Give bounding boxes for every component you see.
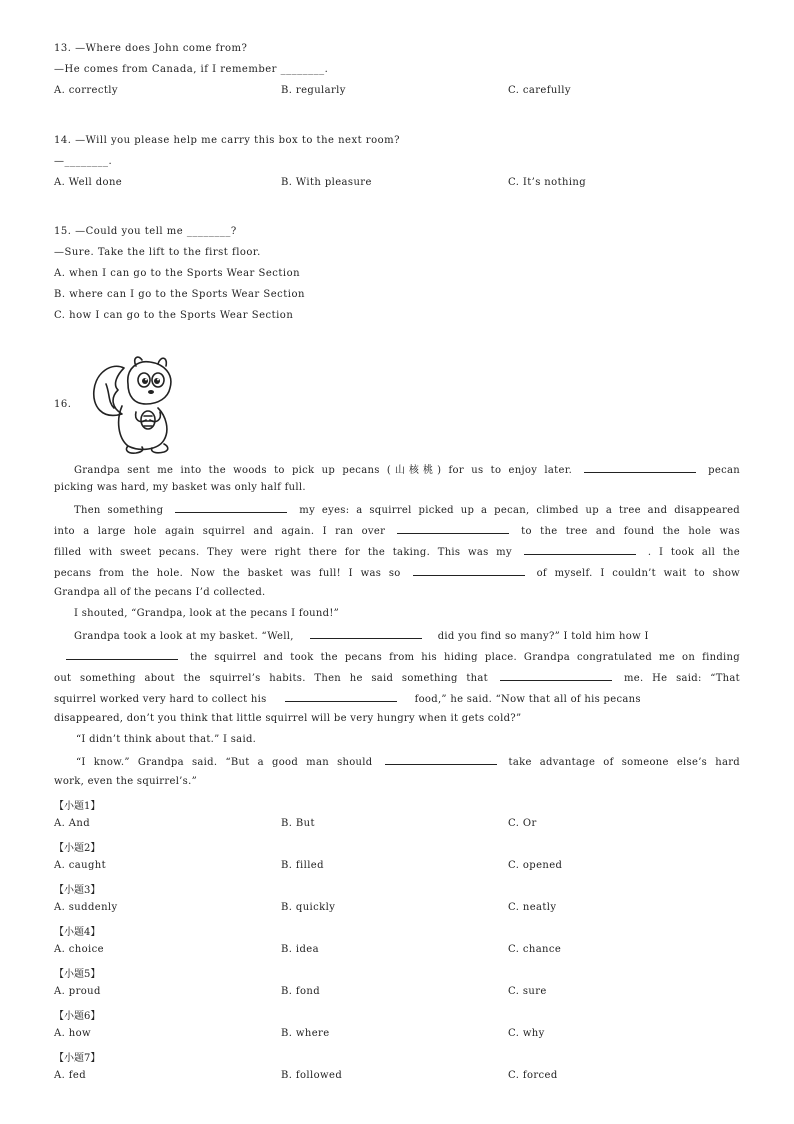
subq5-option-a: A. proud (54, 986, 101, 997)
blank-5 (413, 566, 525, 576)
q15-option-c: C. how I can go to the Sports Wear Section (54, 310, 294, 321)
q13-stem: 13. —Where does John come from? (54, 43, 248, 54)
q14-option-a: A. Well done (54, 177, 123, 188)
passage-line-14: “I didn’t think about that.” I said. (76, 734, 257, 745)
passage-line-1: Grandpa sent me into the woods to pick up pecans (山核桃) for us to enjoy later. pecan (74, 465, 740, 476)
subq1-option-b: B. But (281, 818, 315, 829)
passage-line-9: Grandpa took a look at my basket. “Well, did you find so many?” I told him how I (74, 631, 649, 642)
subq3-label: 【小题3】 (54, 885, 101, 896)
passage-line-2: picking was hard, my basket was only half full. (54, 482, 306, 493)
subq2-label: 【小题2】 (54, 843, 101, 854)
subq6-option-c: C. why (508, 1028, 545, 1039)
subq4-label: 【小题4】 (54, 927, 101, 938)
subq1-option-c: C. Or (508, 818, 537, 829)
subq6-option-a: A. how (54, 1028, 91, 1039)
subq3-option-b: B. quickly (281, 902, 336, 913)
passage-line-16: work, even the squirrel’s.” (54, 776, 197, 787)
subq2-option-c: C. opened (508, 860, 563, 871)
blank-1 (584, 463, 696, 473)
subq6-option-b: B. where (281, 1028, 330, 1039)
subq1-label: 【小题1】 (54, 801, 101, 812)
q14-answer-line: —________. (54, 156, 113, 167)
q15-stem: 15. —Could you tell me ________? (54, 226, 237, 237)
q15-option-b: B. where can I go to the Sports Wear Section (54, 289, 305, 300)
q16-number: 16. (54, 399, 72, 410)
passage-line-13: disappeared, don’t you think that little squirrel will be very hungry when it gets cold?” (54, 713, 522, 724)
blank-9 (285, 692, 397, 702)
q13-option-c: C. carefully (508, 85, 571, 96)
subq4-option-c: C. chance (508, 944, 562, 955)
q14-stem: 14. —Will you please help me carry this box to the next room? (54, 135, 400, 146)
subq1-option-a: A. And (54, 818, 91, 829)
q13-option-b: B. regularly (281, 85, 346, 96)
q15-option-a: A. when I can go to the Sports Wear Section (54, 268, 301, 279)
passage-line-4: into a large hole again squirrel and again. I ran over to the tree and found the hole was (54, 526, 740, 537)
subq5-option-c: C. sure (508, 986, 547, 997)
subq3-option-c: C. neatly (508, 902, 557, 913)
passage-line-10: the squirrel and took the pecans from his hiding place. Grandpa congratulated me on finding (54, 650, 740, 663)
passage-line-3: Then something my eyes: a squirrel picked up a pecan, climbed up a tree and disappeared (74, 505, 740, 516)
subq7-option-c: C. forced (508, 1070, 558, 1081)
subq5-label: 【小题5】 (54, 969, 101, 980)
subq7-option-a: A. fed (54, 1070, 86, 1081)
passage-line-7: Grandpa all of the pecans I’d collected. (54, 587, 266, 598)
subq2-option-a: A. caught (54, 860, 107, 871)
blank-2 (175, 503, 287, 513)
blank-6 (310, 629, 422, 639)
subq6-label: 【小题6】 (54, 1011, 101, 1022)
passage-line-12: squirrel worked very hard to collect his food,” he said. “Now that all of his pecans (54, 694, 641, 705)
blank-3 (397, 524, 509, 534)
blank-7 (66, 650, 178, 660)
passage-line-6: pecans from the hole. Now the basket was full! I was so of myself. I couldn’t wait to show (54, 568, 740, 579)
blank-4 (524, 545, 636, 555)
passage-line-8: I shouted, “Grandpa, look at the pecans I found!” (74, 608, 340, 619)
subq4-option-b: B. idea (281, 944, 319, 955)
q14-option-b: B. With pleasure (281, 177, 372, 188)
subq2-option-b: B. filled (281, 860, 324, 871)
q13-option-a: A. correctly (54, 85, 118, 96)
q15-answer-line: —Sure. Take the lift to the first floor. (54, 247, 261, 258)
passage-line-15: “I know.” Grandpa said. “But a good man should take advantage of someone else’s hard (76, 757, 740, 768)
q14-option-c: C. It’s nothing (508, 177, 587, 188)
subq3-option-a: A. suddenly (54, 902, 118, 913)
subq7-label: 【小题7】 (54, 1053, 101, 1064)
blank-8 (500, 671, 612, 681)
passage-line-11: out something about the squirrel’s habits. Then he said something that me. He said: “That (54, 673, 741, 684)
subq4-option-a: A. choice (54, 944, 104, 955)
blank-10 (385, 755, 497, 765)
subq7-option-b: B. followed (281, 1070, 343, 1081)
q13-answer-line: —He comes from Canada, if I remember ________. (54, 64, 329, 75)
squirrel-illustration (88, 354, 180, 456)
passage-line-5: filled with sweet pecans. They were right there for the taking. This was my . I took all the (54, 547, 740, 558)
subq5-option-b: B. fond (281, 986, 321, 997)
